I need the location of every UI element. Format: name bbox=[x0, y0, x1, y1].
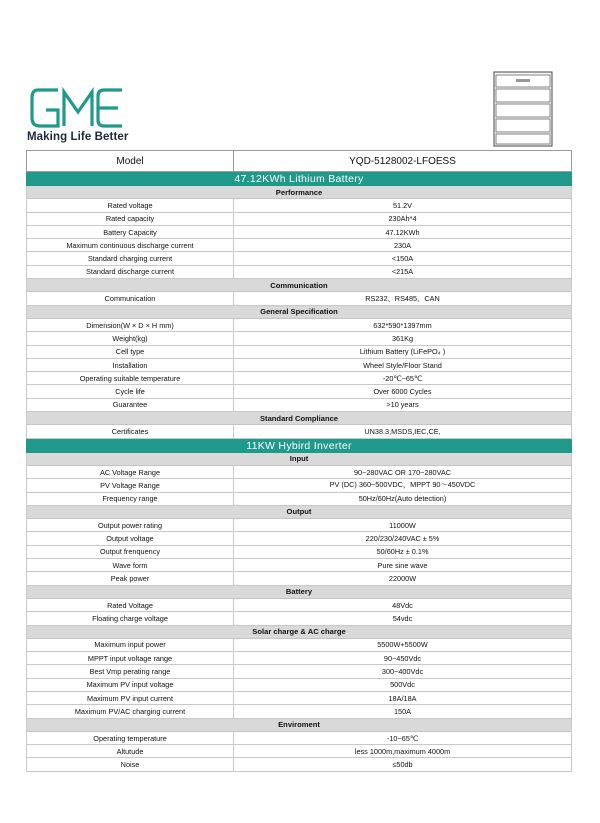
spec-value: -10~65℃ bbox=[386, 733, 419, 743]
spec-value: Over 6000 Cycles bbox=[373, 387, 432, 397]
spec-value: 300~400Vdc bbox=[381, 667, 424, 677]
spec-row bbox=[27, 705, 571, 718]
spec-row bbox=[27, 639, 571, 652]
spec-value: 220/230/240VAC ± 5% bbox=[365, 534, 440, 544]
spec-value: >10 years bbox=[386, 400, 419, 410]
spec-value: 51.2V bbox=[392, 200, 413, 210]
spec-row bbox=[27, 679, 571, 692]
spec-value: Lithium Battery (LiFePO₄ ) bbox=[359, 347, 446, 357]
spec-label: Cycle life bbox=[27, 385, 234, 397]
tagline: Making Life Better bbox=[27, 131, 129, 143]
section-header: Communication bbox=[27, 279, 571, 292]
spec-label: Certificates bbox=[27, 425, 234, 437]
spec-row bbox=[27, 546, 571, 559]
spec-value: 5500W+5500W bbox=[377, 640, 428, 650]
spec-value: 11000W bbox=[389, 520, 416, 530]
section-header: Performance bbox=[27, 186, 571, 199]
spec-value: PV (DC) 360~500VDC，MPPT 90～450VDC bbox=[329, 480, 476, 490]
model-value: YQD-5128002-LFOESS bbox=[349, 155, 456, 167]
spec-row bbox=[27, 758, 571, 771]
spec-label: AC Voltage Range bbox=[27, 466, 234, 478]
spec-value: 22000W bbox=[388, 573, 417, 583]
spec-row bbox=[27, 239, 571, 252]
section-header: Output bbox=[27, 506, 571, 519]
spec-label: Output power rating bbox=[27, 519, 234, 531]
spec-row bbox=[27, 745, 571, 758]
spec-row bbox=[27, 226, 571, 239]
spec-label: Standard charging current bbox=[27, 252, 234, 264]
spec-value: 90~280VAC OR 170~280VAC bbox=[353, 467, 452, 477]
spec-value: 361Kg bbox=[391, 333, 414, 343]
spec-row bbox=[27, 493, 571, 506]
spec-row bbox=[27, 252, 571, 265]
spec-label: Cell type bbox=[27, 346, 234, 358]
spec-label: Output frenquency bbox=[27, 546, 234, 558]
spec-value: 90~450Vdc bbox=[383, 653, 422, 663]
spec-row bbox=[27, 692, 571, 705]
spec-value: 47.12KWh bbox=[385, 227, 420, 237]
spec-label: Battery Capacity bbox=[27, 226, 234, 238]
section-header: Enviroment bbox=[27, 719, 571, 732]
spec-label: Standard discharge current bbox=[27, 266, 234, 278]
spec-label: MPPT input voltage range bbox=[27, 652, 234, 664]
spec-value: 500Vdc bbox=[390, 680, 415, 690]
spec-value: 632*590*1397mm bbox=[373, 320, 432, 330]
inverter-spec-table bbox=[26, 453, 572, 772]
spec-row bbox=[27, 319, 571, 332]
gme-logo bbox=[28, 84, 128, 130]
spec-row bbox=[27, 532, 571, 545]
spec-sheet bbox=[26, 150, 572, 772]
spec-label: Guarantee bbox=[27, 399, 234, 411]
model-row bbox=[26, 150, 572, 172]
inverter-banner: 11KW Hybird Inverter bbox=[26, 439, 572, 453]
spec-row bbox=[27, 559, 571, 572]
spec-label: Rated Voltage bbox=[27, 599, 234, 611]
spec-label: Maximum input power bbox=[27, 639, 234, 651]
spec-row bbox=[27, 479, 571, 492]
spec-value: 230Ah*4 bbox=[388, 214, 417, 224]
model-label: Model bbox=[27, 151, 234, 171]
battery-spec-table bbox=[26, 186, 572, 439]
spec-value: less 1000m,maximum 4000m bbox=[354, 746, 451, 756]
spec-label: Rated voltage bbox=[27, 199, 234, 211]
section-header: Solar charge & AC charge bbox=[27, 626, 571, 639]
spec-row bbox=[27, 372, 571, 385]
spec-value: 50Hz/60Hz(Auto detection) bbox=[358, 494, 447, 504]
spec-label: Operating suitable temperature bbox=[27, 372, 234, 384]
spec-row bbox=[27, 732, 571, 745]
spec-row bbox=[27, 213, 571, 226]
spec-row bbox=[27, 292, 571, 305]
spec-value: <150A bbox=[391, 254, 414, 264]
spec-value: Pure sine wave bbox=[377, 560, 428, 570]
spec-row bbox=[27, 665, 571, 678]
spec-value: RS232、RS485、CAN bbox=[365, 293, 440, 303]
spec-value: 50/60Hz ± 0.1% bbox=[376, 547, 429, 557]
spec-row bbox=[27, 266, 571, 279]
spec-label: Dimension(W × D × H mm) bbox=[27, 319, 234, 331]
spec-row bbox=[27, 599, 571, 612]
spec-row bbox=[27, 612, 571, 625]
section-header: General Specification bbox=[27, 306, 571, 319]
spec-label: Installation bbox=[27, 359, 234, 371]
spec-label: Altutude bbox=[27, 745, 234, 757]
spec-value: 48Vdc bbox=[392, 600, 413, 610]
spec-label: Output voltage bbox=[27, 532, 234, 544]
spec-label: Rated capacity bbox=[27, 213, 234, 225]
spec-row bbox=[27, 425, 571, 438]
spec-row bbox=[27, 385, 571, 398]
spec-value: -20℃~65℃ bbox=[382, 373, 423, 383]
spec-value: Wheel Style/Floor Stand bbox=[363, 360, 442, 370]
spec-label: Floating charge voltage bbox=[27, 612, 234, 624]
section-header: Battery bbox=[27, 586, 571, 599]
spec-label: Maximum continuous discharge current bbox=[27, 239, 234, 251]
spec-value: <215A bbox=[391, 267, 414, 277]
spec-label: Best Vmp perating range bbox=[27, 665, 234, 677]
spec-value: 54vdc bbox=[392, 613, 413, 623]
spec-row bbox=[27, 399, 571, 412]
spec-row bbox=[27, 466, 571, 479]
spec-label: Maximum PV input current bbox=[27, 692, 234, 704]
spec-value: 150A bbox=[393, 706, 412, 716]
spec-row bbox=[27, 652, 571, 665]
spec-label: Frequency range bbox=[27, 493, 234, 505]
spec-row bbox=[27, 346, 571, 359]
spec-label: Operating temperature bbox=[27, 732, 234, 744]
spec-label: PV Voltage Range bbox=[27, 479, 234, 491]
spec-label: Communication bbox=[27, 292, 234, 304]
spec-value: UN38.3,MSDS,IEC,CE, bbox=[364, 426, 441, 436]
spec-row bbox=[27, 572, 571, 585]
spec-value: ≤50db bbox=[392, 760, 413, 770]
spec-label: Maximum PV/AC charging current bbox=[27, 705, 234, 717]
spec-value: 230A bbox=[393, 240, 412, 250]
spec-row bbox=[27, 199, 571, 212]
battery-cabinet-image bbox=[492, 70, 554, 148]
section-header: Input bbox=[27, 453, 571, 466]
spec-row bbox=[27, 359, 571, 372]
spec-label: Wave form bbox=[27, 559, 234, 571]
spec-row bbox=[27, 519, 571, 532]
spec-label: Maximum PV input voltage bbox=[27, 679, 234, 691]
spec-label: Peak power bbox=[27, 572, 234, 584]
section-header: Standard Compliance bbox=[27, 412, 571, 425]
spec-row bbox=[27, 332, 571, 345]
spec-label: Noise bbox=[27, 758, 234, 770]
battery-banner: 47.12KWh Lithium Battery bbox=[26, 172, 572, 186]
spec-label: Weight(kg) bbox=[27, 332, 234, 344]
spec-value: 18A/18A bbox=[388, 693, 417, 703]
